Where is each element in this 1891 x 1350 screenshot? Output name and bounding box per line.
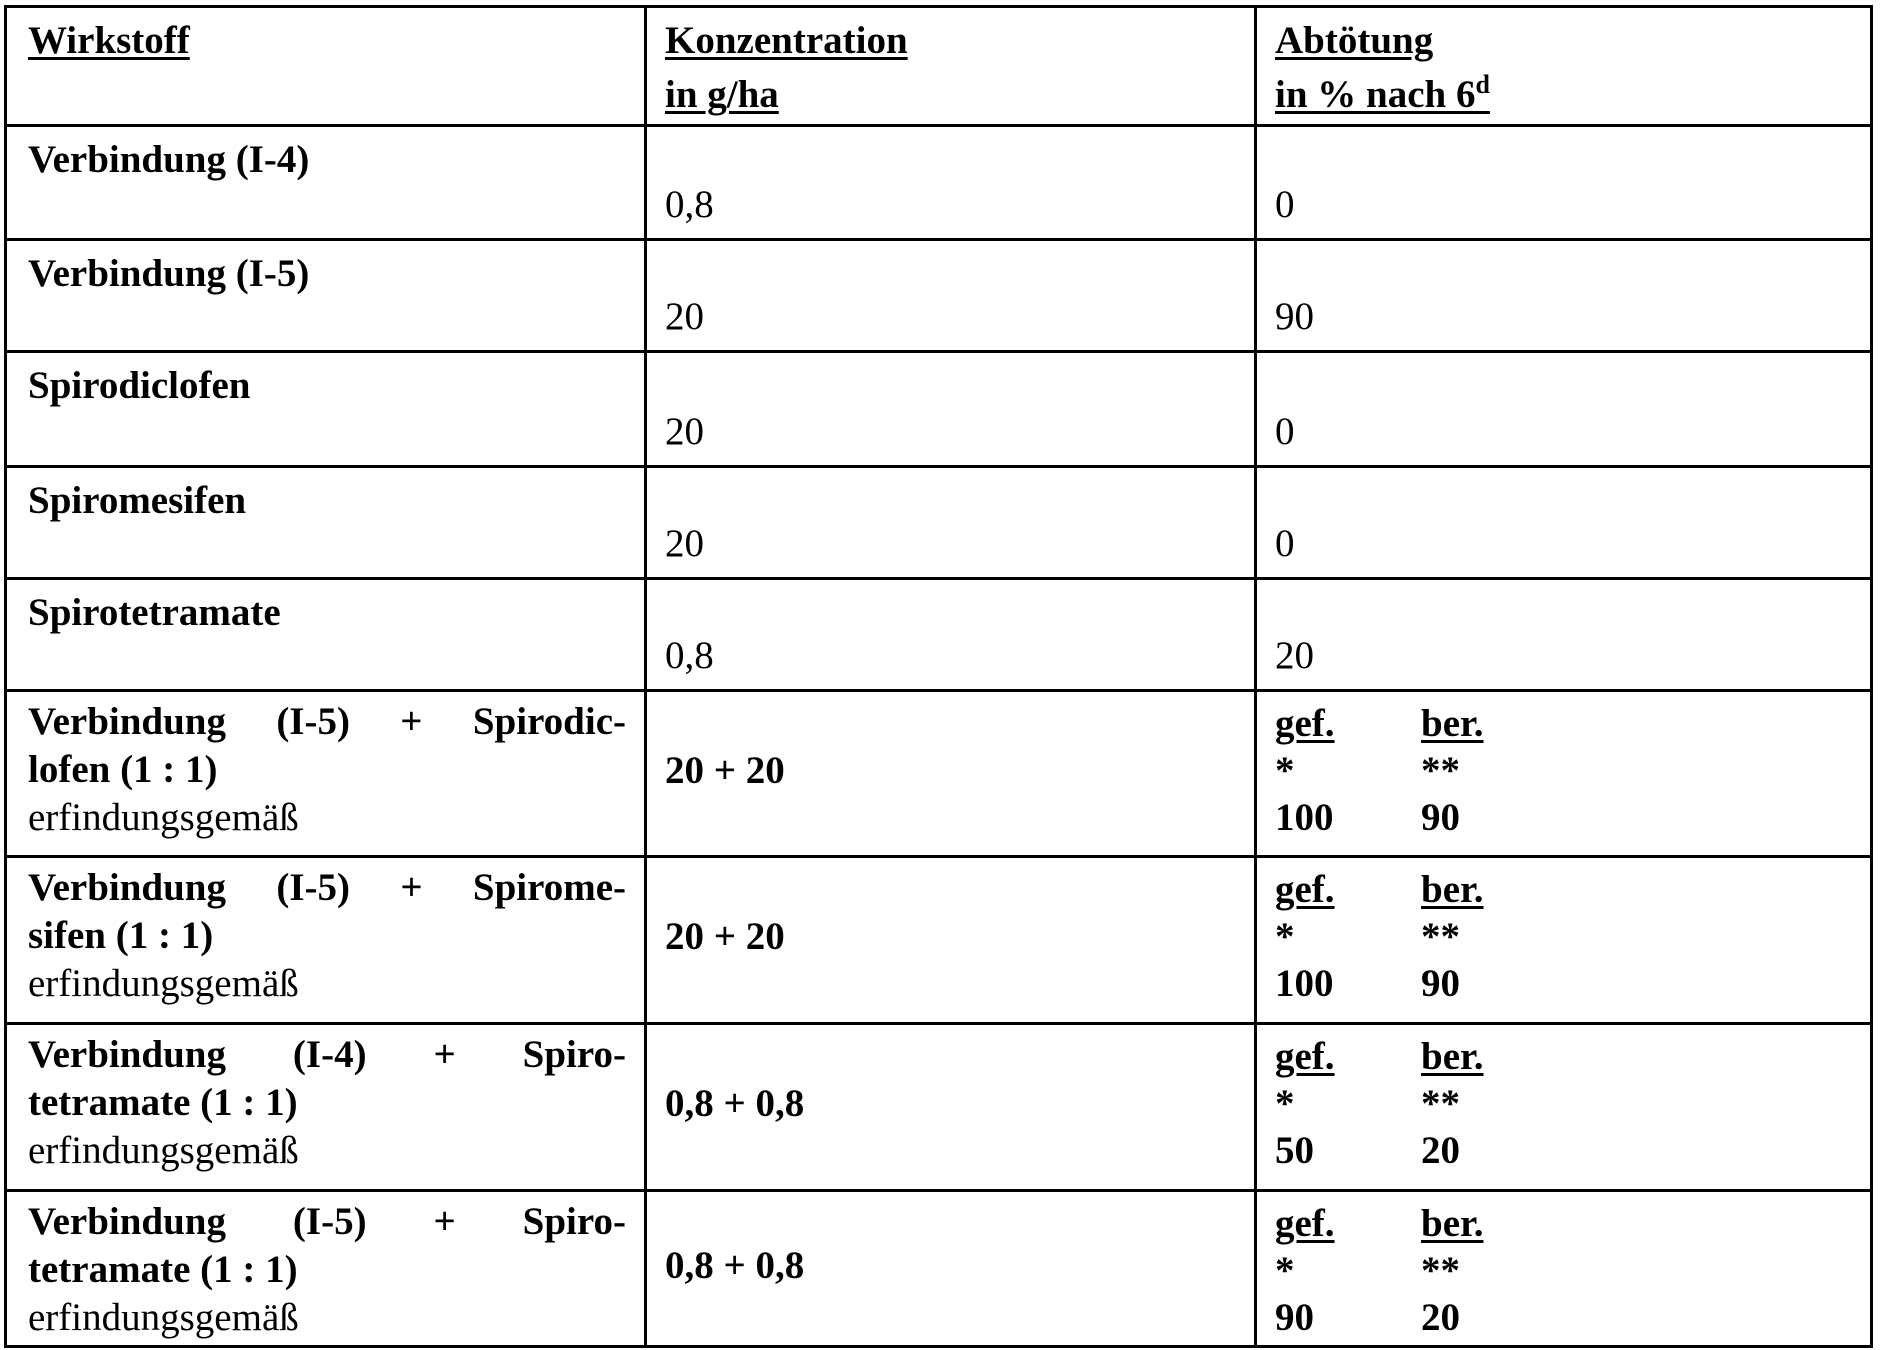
cell-konzentration (644, 580, 1254, 689)
ber-footnote-mark: ** (1421, 915, 1460, 958)
wirkstoff-note: erfindungsgemäß (28, 1129, 299, 1172)
abtoetung-value: 0 (1275, 522, 1295, 565)
cell-wirkstoff (7, 858, 644, 1022)
ber-column (1421, 700, 1483, 841)
abtoetung-value: 90 (1275, 295, 1314, 338)
abtoetung-value: 0 (1275, 410, 1295, 453)
cell-abtoetung (1254, 580, 1870, 689)
table-row-combination (7, 1189, 1870, 1345)
cell-wirkstoff (7, 1192, 644, 1345)
konzentration-value: 20 (665, 410, 704, 453)
table-header-row (7, 8, 1870, 124)
cell-konzentration (644, 468, 1254, 577)
wirkstoff-combination (28, 698, 626, 842)
wirkstoff-name: Spirotetramate (28, 591, 281, 634)
abtoetung-results (1275, 1200, 1483, 1341)
wirkstoff-line2: tetramate (1 : 1) (28, 1081, 298, 1124)
header-abtoetung-line2-text: in % nach 6 (1275, 73, 1476, 116)
cell-abtoetung (1254, 1192, 1870, 1345)
table-row-combination (7, 1022, 1870, 1189)
cell-abtoetung (1254, 353, 1870, 465)
table-row-combination (7, 689, 1870, 855)
header-cell-konzentration (644, 8, 1254, 124)
abtoetung-value: 0 (1275, 183, 1295, 226)
gef-label: gef. (1275, 1035, 1335, 1078)
gef-value: 100 (1275, 962, 1334, 1005)
table-row (7, 465, 1870, 577)
gef-value: 90 (1275, 1296, 1314, 1339)
wirkstoff-combination (28, 1031, 626, 1175)
cell-abtoetung (1254, 1025, 1870, 1189)
gef-label: gef. (1275, 702, 1335, 745)
gef-column (1275, 866, 1421, 1007)
ber-column (1421, 1033, 1483, 1174)
ber-label: ber. (1421, 868, 1484, 911)
ber-value: 20 (1421, 1296, 1460, 1339)
ber-label: ber. (1421, 702, 1484, 745)
cell-wirkstoff (7, 692, 644, 855)
header-konzentration-line1: Konzentration (665, 19, 908, 62)
cell-konzentration (644, 1192, 1254, 1345)
cell-konzentration (644, 858, 1254, 1022)
konzentration-value: 20 + 20 (665, 748, 785, 792)
wirkstoff-line2: sifen (1 : 1) (28, 914, 214, 957)
cell-abtoetung (1254, 468, 1870, 577)
header-abtoetung-line1: Abtötung (1275, 19, 1434, 62)
wirkstoff-line2: lofen (1 : 1) (28, 748, 218, 791)
ber-value: 20 (1421, 1129, 1460, 1172)
ber-footnote-mark: ** (1421, 1249, 1460, 1292)
wirkstoff-combination (28, 1198, 626, 1342)
ber-footnote-mark: ** (1421, 749, 1460, 792)
header-cell-wirkstoff (7, 8, 644, 124)
cell-konzentration (644, 241, 1254, 350)
wirkstoff-line1: Verbindung (I-5) + Spirodic- (28, 700, 626, 743)
gef-footnote-mark: * (1275, 749, 1295, 792)
abtoetung-results (1275, 1033, 1483, 1174)
cell-wirkstoff (7, 241, 644, 350)
gef-column (1275, 1033, 1421, 1174)
cell-abtoetung (1254, 127, 1870, 238)
wirkstoff-name: Spiromesifen (28, 479, 247, 522)
ber-column (1421, 866, 1483, 1007)
gef-value: 100 (1275, 796, 1334, 839)
table-row-combination (7, 855, 1870, 1022)
cell-abtoetung (1254, 692, 1870, 855)
cell-abtoetung (1254, 858, 1870, 1022)
gef-footnote-mark: * (1275, 1082, 1295, 1125)
header-konzentration-line2: in g/ha (665, 73, 779, 116)
abtoetung-value: 20 (1275, 634, 1314, 677)
table-row (7, 238, 1870, 350)
konzentration-value: 0,8 + 0,8 (665, 1243, 805, 1287)
results-table (4, 5, 1873, 1348)
cell-wirkstoff (7, 1025, 644, 1189)
table-row (7, 350, 1870, 465)
wirkstoff-name: Verbindung (I-5) (28, 252, 310, 295)
header-cell-abtoetung (1254, 8, 1870, 124)
konzentration-value: 20 (665, 295, 704, 338)
ber-label: ber. (1421, 1202, 1484, 1245)
cell-konzentration (644, 692, 1254, 855)
wirkstoff-note: erfindungsgemäß (28, 1296, 299, 1339)
gef-footnote-mark: * (1275, 1249, 1295, 1292)
cell-abtoetung (1254, 241, 1870, 350)
wirkstoff-line1: Verbindung (I-5) + Spiro- (28, 1200, 626, 1243)
table-row (7, 577, 1870, 689)
header-abtoetung-line2 (1275, 70, 1490, 116)
abtoetung-results (1275, 700, 1483, 841)
cell-wirkstoff (7, 580, 644, 689)
gef-label: gef. (1275, 1202, 1335, 1245)
wirkstoff-line1: Verbindung (I-4) + Spiro- (28, 1033, 626, 1076)
cell-konzentration (644, 353, 1254, 465)
ber-column (1421, 1200, 1483, 1341)
gef-column (1275, 700, 1421, 841)
abtoetung-results (1275, 866, 1483, 1007)
table-row (7, 124, 1870, 238)
ber-footnote-mark: ** (1421, 1082, 1460, 1125)
cell-konzentration (644, 1025, 1254, 1189)
header-wirkstoff: Wirkstoff (28, 19, 190, 62)
wirkstoff-line2: tetramate (1 : 1) (28, 1248, 298, 1291)
ber-value: 90 (1421, 796, 1460, 839)
ber-value: 90 (1421, 962, 1460, 1005)
konzentration-value: 20 (665, 522, 704, 565)
cell-wirkstoff (7, 468, 644, 577)
gef-column (1275, 1200, 1421, 1341)
wirkstoff-note: erfindungsgemäß (28, 962, 299, 1005)
header-abtoetung-superscript: d (1475, 70, 1490, 99)
wirkstoff-line1: Verbindung (I-5) + Spirome- (28, 866, 626, 909)
wirkstoff-note: erfindungsgemäß (28, 796, 299, 839)
gef-footnote-mark: * (1275, 915, 1295, 958)
wirkstoff-name: Verbindung (I-4) (28, 138, 310, 181)
wirkstoff-combination (28, 864, 626, 1008)
konzentration-value: 0,8 + 0,8 (665, 1081, 805, 1125)
konzentration-value: 0,8 (665, 634, 714, 677)
gef-value: 50 (1275, 1129, 1314, 1172)
ber-label: ber. (1421, 1035, 1484, 1078)
konzentration-value: 0,8 (665, 183, 714, 226)
gef-label: gef. (1275, 868, 1335, 911)
konzentration-value: 20 + 20 (665, 914, 785, 958)
wirkstoff-name: Spirodiclofen (28, 364, 251, 407)
cell-wirkstoff (7, 127, 644, 238)
cell-konzentration (644, 127, 1254, 238)
cell-wirkstoff (7, 353, 644, 465)
